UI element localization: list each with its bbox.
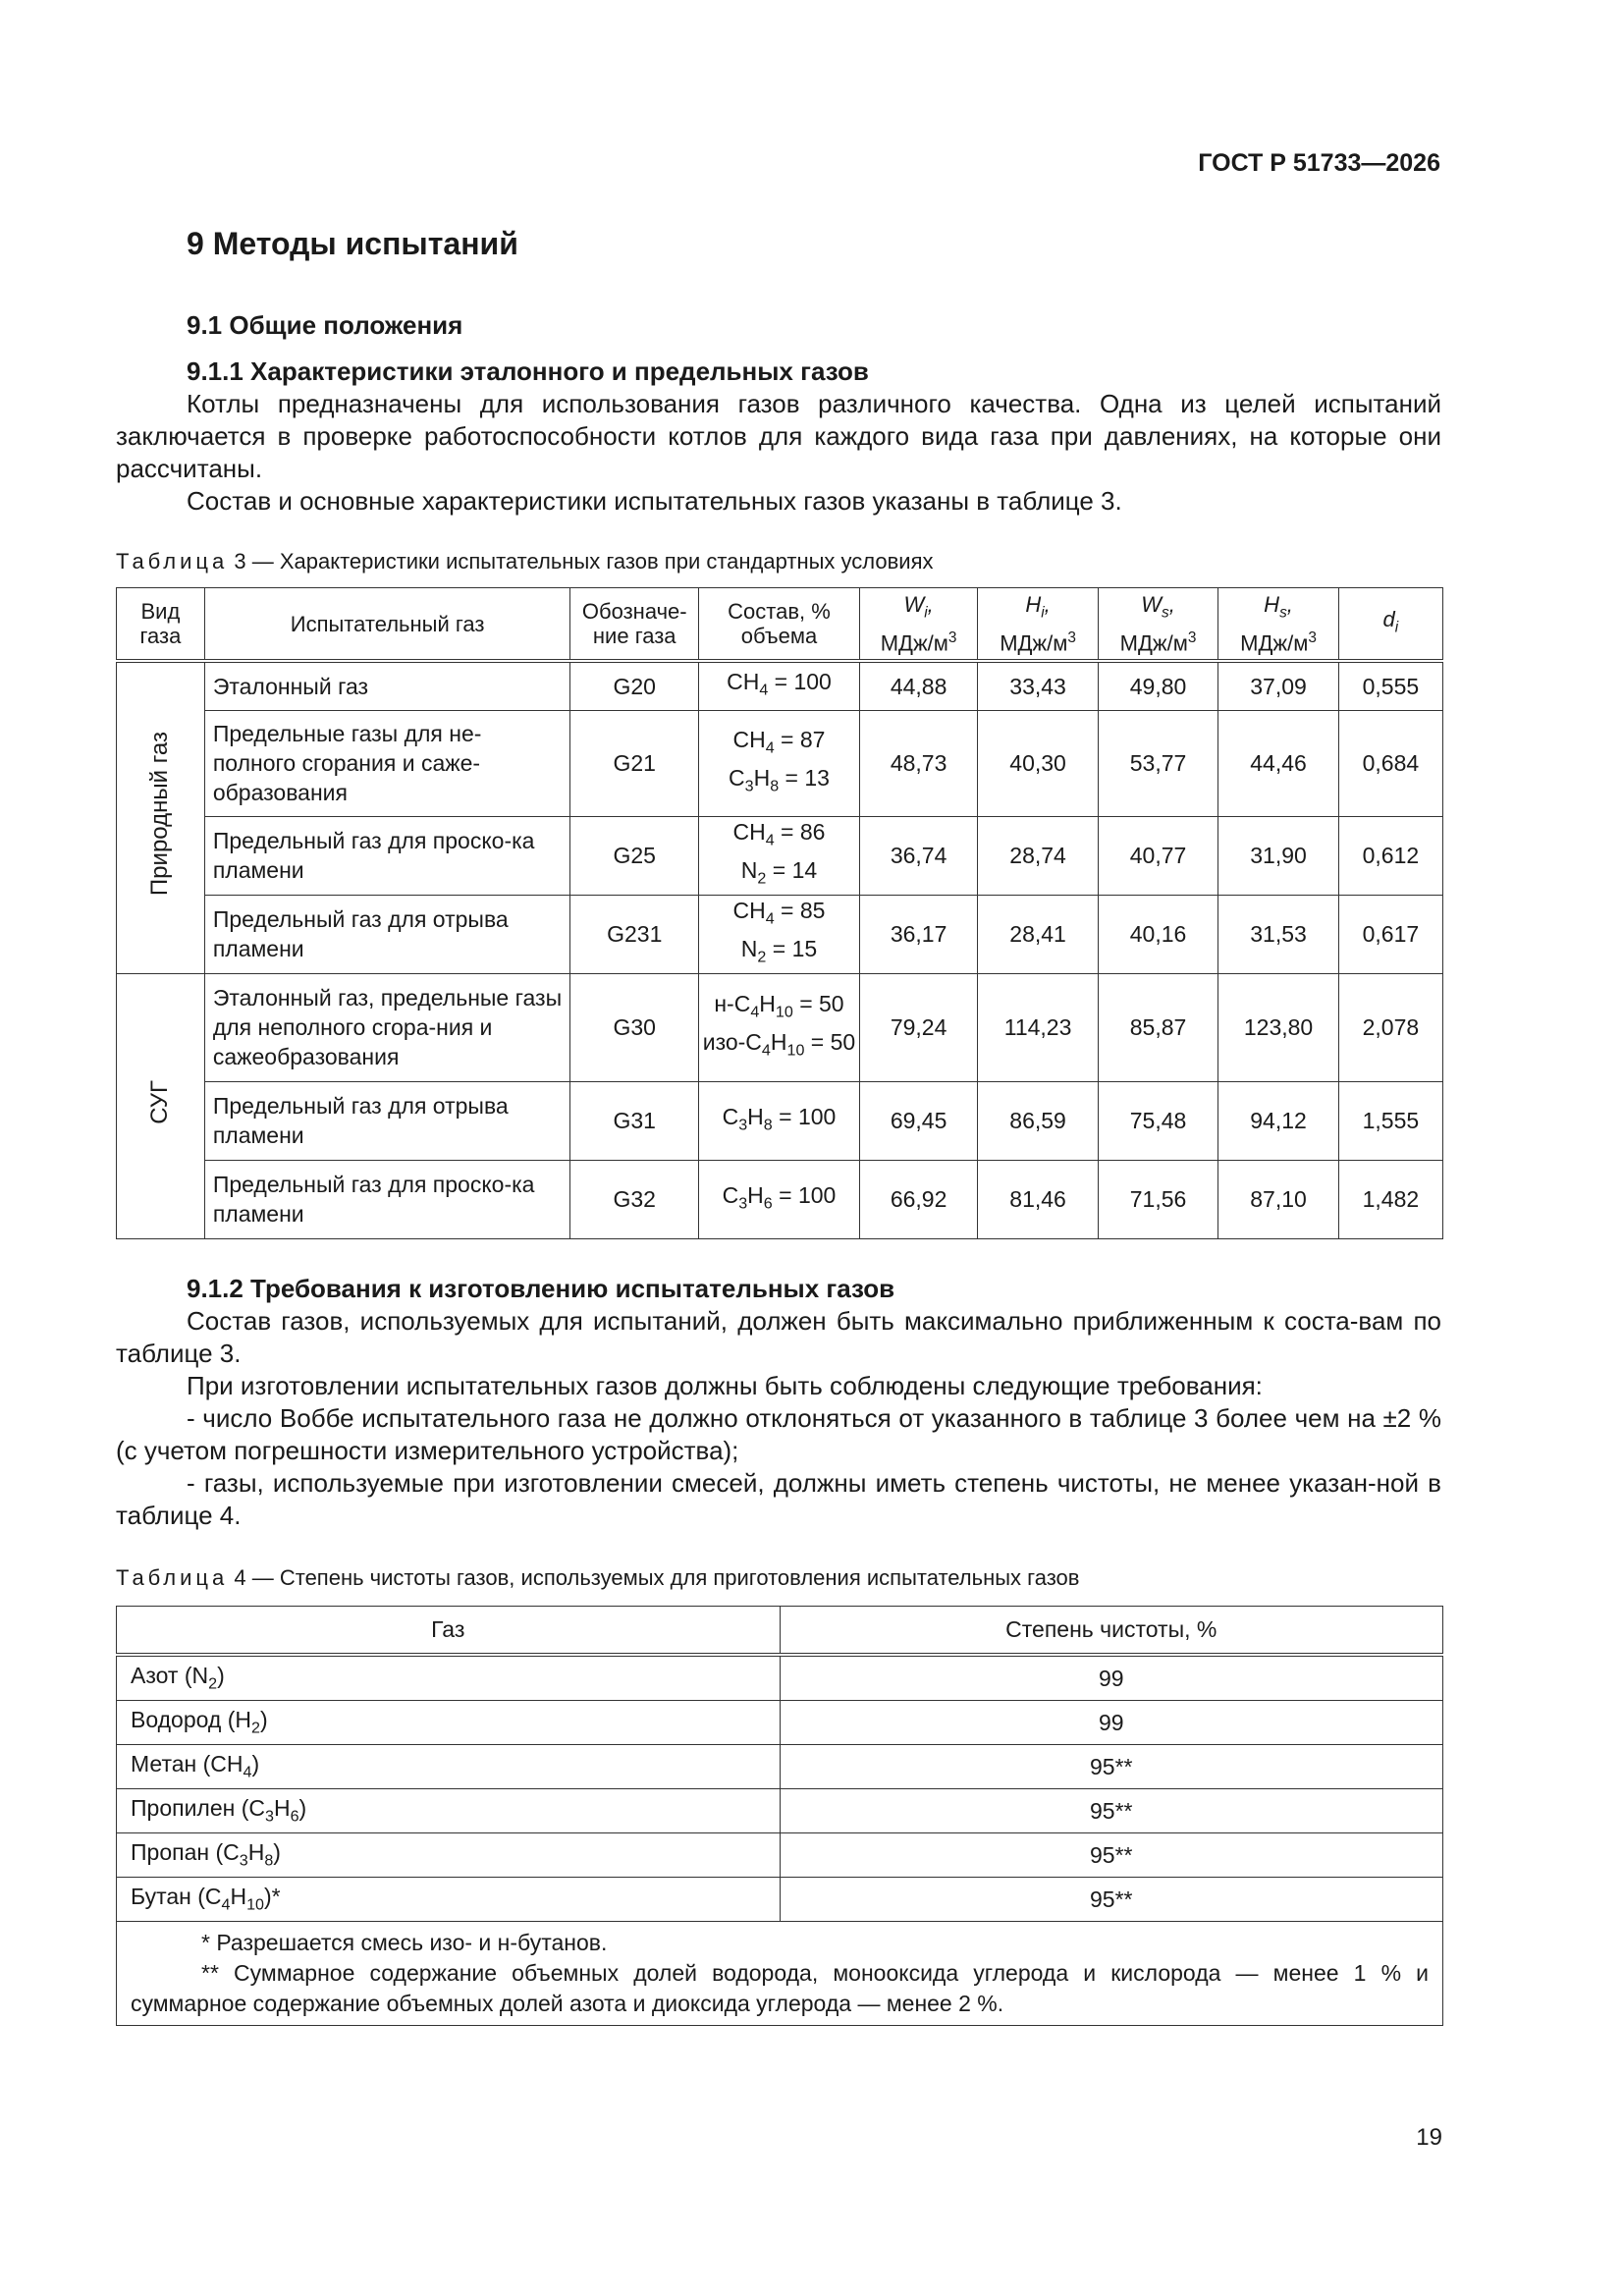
list-item: - число Воббе испытательного газа не должно отклоняться от указанного в таблице 3 более чем на ±2 % (с учетом погрешности измерительного устройства); — [116, 1403, 1441, 1465]
table-row: СУГ Эталонный газ, предельные газы для неполного сгора-ния и сажеобразования G30 $н-С_4H_{10} = 50$ изо-$С_4H_{10} = 50$ 79,24 114,23 85,87 123,80 2,078 — [117, 973, 1443, 1081]
paragraph: Состав и основные характеристики испытательных газов указаны в таблице 3. — [187, 486, 1122, 516]
col-header-gas: Испытательный газ — [204, 588, 570, 662]
col-header-designation: Обозначе-ние газа — [570, 588, 699, 662]
paragraph: Состав газов, используемых для испытаний, должен быть максимально приближенным к соста-вам по таблице 3. — [116, 1306, 1441, 1368]
col-header-purity: Степень чистоты, % — [780, 1607, 1443, 1656]
table-row: Пропан $(C_3H_8)$ 95** — [117, 1833, 1443, 1878]
col-header-gas: Газ — [117, 1607, 781, 1656]
heading-9-1-1: 9.1.1 Характеристики эталонного и предельных газов — [187, 356, 869, 386]
table-row: Метан $(СН_4)$ 95** — [117, 1745, 1443, 1789]
section-9-1-2 — [116, 1273, 1441, 1532]
section-title: 9 Методы испытаний — [187, 226, 518, 261]
col-header-hs: $H_s$, МДж/$м^3$ — [1218, 588, 1338, 662]
table-header-row — [117, 588, 1443, 662]
table-row: Предельный газ для отрыва пламени G31 $C_3H_8 = 100$ 69,45 86,59 75,48 94,12 1,555 — [117, 1081, 1443, 1160]
section-9-1-1 — [116, 355, 1441, 518]
table-row: Предельные газы для не-полного сгорания и саже-образования G21 $CH_4 = 87$ $C_3H_8 = 13$ 48,73 40,30 53,77 44,46 0,684 — [117, 710, 1443, 816]
col-header-kind: Вид газа — [117, 588, 205, 662]
group-natural-gas: Природный газ — [117, 661, 205, 973]
table-row: Предельный газ для проско-ка пламени G25 $CH_4 = 86$ $N_2 = 14$ 36,74 28,74 40,77 31,90 0,612 — [117, 816, 1443, 895]
col-header-di: $d_i$ — [1338, 588, 1442, 662]
table-header-row — [117, 1607, 1443, 1656]
table-row: Водород $(H_2)$ 99 — [117, 1701, 1443, 1745]
col-header-hi: $H_i$, МДж/$м^3$ — [978, 588, 1098, 662]
group-lpg: СУГ — [117, 973, 205, 1238]
standard-header: ГОСТ Р 51733—2026 — [1198, 149, 1440, 177]
footnote: ** Суммарное содержание объемных долей водорода, монооксида углерода и кислорода — менее 1 % и суммарное содержание объемных долей азота и диоксида углерода — менее 2 %. — [131, 1960, 1429, 2016]
subsection-title: 9.1 Общие положения — [187, 310, 463, 340]
table-4-caption: Таблица 4 — Степень чистоты газов, используемых для приготовления испытательных газов — [116, 1565, 1080, 1590]
page-number: 19 — [1416, 2124, 1442, 2151]
table-row: Природный газ Эталонный газ G20 $CH_4 = 100$ 44,88 33,43 49,80 37,09 0,555 — [117, 661, 1443, 710]
table-row: Пропилен $(C_3H_6)$ 95** — [117, 1789, 1443, 1833]
table-row: Бутан $(C_4H_{10})*$ 95** — [117, 1878, 1443, 1922]
paragraph: Котлы предназначены для использования газов различного качества. Одна из целей испытаний заключается в проверке работоспособности котлов для каждого вида газа при давлениях, на которые они рассчитаны. — [116, 389, 1441, 483]
table-row: Азот $(N_2)$ 99 — [117, 1655, 1443, 1701]
col-header-composition: Состав, % объема — [699, 588, 860, 662]
list-item: - газы, используемые при изготовлении смесей, должны иметь степень чистоты, не менее указан-ной в таблице 4. — [116, 1468, 1441, 1530]
table-3-caption: Таблица 3 — Характеристики испытательных газов при стандартных условиях — [116, 549, 934, 574]
table-footnotes — [117, 1922, 1443, 2026]
heading-9-1-2: 9.1.2 Требования к изготовлению испытательных газов — [187, 1274, 895, 1303]
col-header-ws: $W_s$, МДж/$м^3$ — [1098, 588, 1217, 662]
col-header-wi: $W_i$, МДж/$м^3$ — [859, 588, 977, 662]
paragraph: При изготовлении испытательных газов должны быть соблюдены следующие требования: — [187, 1371, 1263, 1400]
table-row: Предельный газ для отрыва пламени G231 $CH_4 = 85$ $N_2 = 15$ 36,17 28,41 40,16 31,53 0,617 — [117, 895, 1443, 973]
footnote: * Разрешается смесь изо- и н-бутанов. — [201, 1930, 608, 1955]
table-row: Предельный газ для проско-ка пламени G32 $C_3H_6 = 100$ 66,92 81,46 71,56 87,10 1,482 — [117, 1160, 1443, 1238]
table-3 — [116, 587, 1443, 1239]
table-4 — [116, 1606, 1443, 2026]
